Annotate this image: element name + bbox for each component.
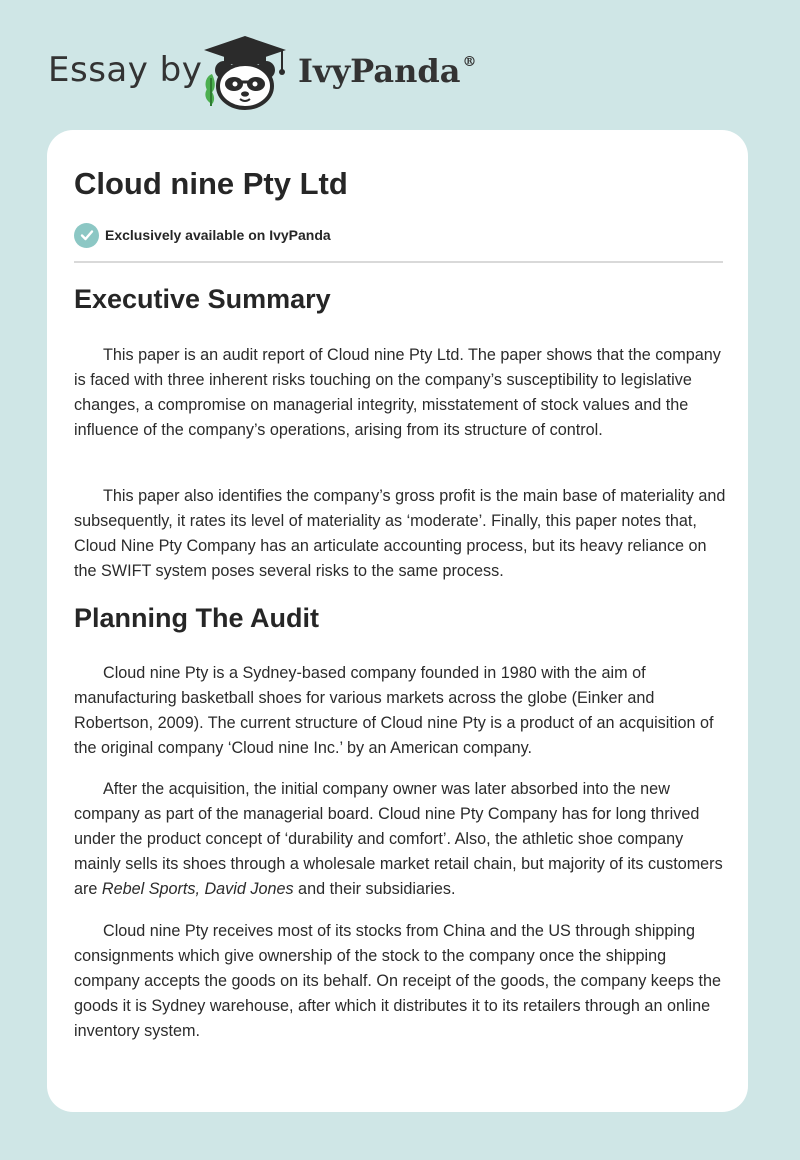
paragraph: This paper also identifies the company’s gross profit is the main base of materiality and subsequently, it rates its level of materiality as ‘moderate’. Finally, this paper notes that, Cloud Nine Pty Company has an articulate accounting process, but its heavy reliance on the SWIFT system poses several risks to the same process. <box>74 487 726 580</box>
paragraph: Cloud nine Pty receives most of its stocks from China and the US through shipping consignments which give ownership of the stock to the company once the shipping company accepts the goods on its behalf. On receipt of the goods, the company keeps the goods it is Sydney warehouse, after which it distributes it to its retailers through an online inventory system. <box>74 922 722 1040</box>
paragraph: This paper is an audit report of Cloud nine Pty Ltd. The paper shows that the company is faced with three inherent risks touching on the company’s susceptibility to legislative changes, a compromise on managerial integrity, misstatement of stock values and the influence of the company’s operations, arising from its structure of control. <box>74 346 721 439</box>
page-title: Cloud nine Pty Ltd <box>74 166 348 201</box>
section-heading-planning-the-audit: Planning The Audit <box>74 603 319 633</box>
paragraph: Cloud nine Pty is a Sydney-based company founded in 1980 with the aim of manufacturing basketball shoes for various markets across the globe (Einker and Robertson, 2009). The current structure of Cloud nine Pty is a product of an acquisition of the original company ‘Cloud nine Inc.’ by an American company. <box>74 664 714 757</box>
divider <box>74 261 723 263</box>
paragraph <box>74 777 726 902</box>
badge-label: Exclusively available on IvyPanda <box>105 227 331 243</box>
site-header <box>48 30 748 110</box>
emphasized-companies: Rebel Sports, David Jones <box>101 880 294 898</box>
brand-name[interactable] <box>298 52 476 90</box>
check-icon <box>74 223 99 248</box>
essay-card <box>47 130 748 1112</box>
exclusive-badge <box>74 222 331 248</box>
essay-by-label: Essay by <box>48 50 203 90</box>
paragraph-text: and their subsidiaries. <box>293 880 456 898</box>
paragraph-text: After the acquisition, the initial company owner was later absorbed into the new company as part of the managerial board. Cloud nine Pty Company has for long thrived under the product concept of ‘durability and comfort’. Also, the athletic shoe company mainly sells its shoes through a wholesale market retail chain, but majority of its customers are <box>74 780 723 898</box>
brand-text: IvyPanda <box>298 52 461 90</box>
section-heading-executive-summary: Executive Summary <box>74 284 331 314</box>
panda-logo-icon <box>200 34 290 110</box>
registered-mark: ® <box>462 54 477 70</box>
